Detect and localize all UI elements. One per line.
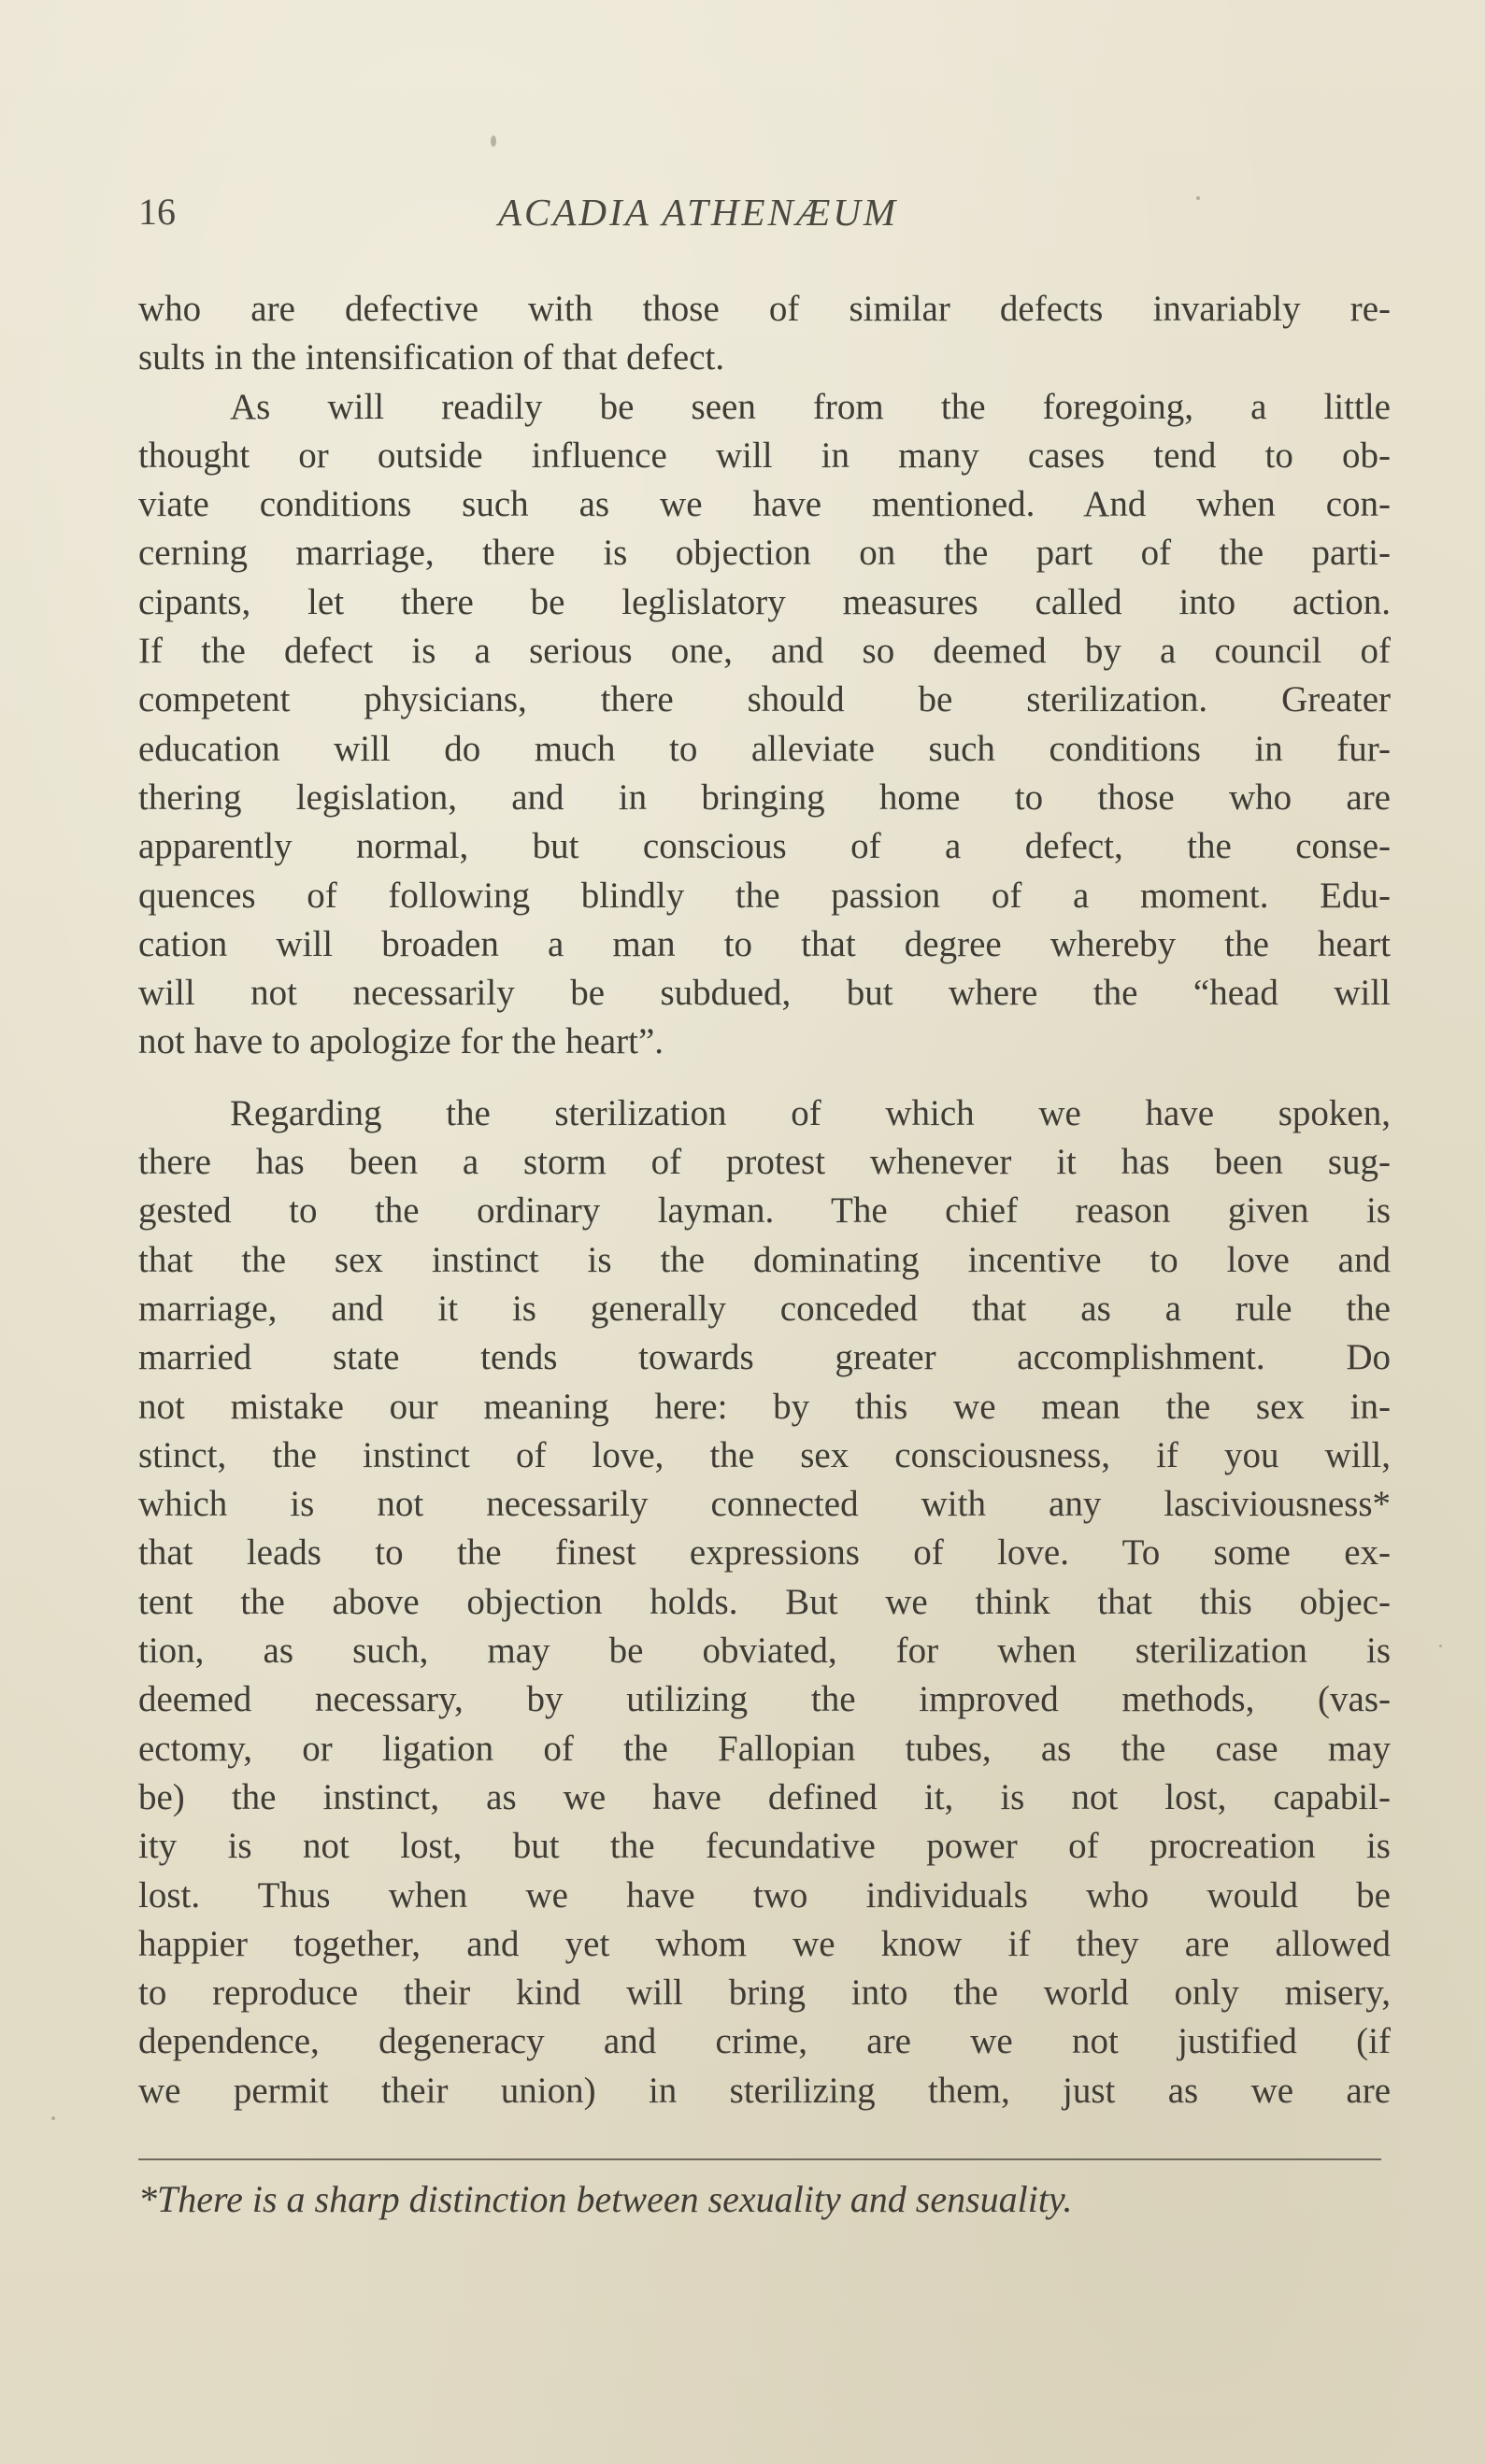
text-line: As will readily be seen from the foregoing, a little (230, 386, 1391, 427)
footnote: *There is a sharp distinction between sexuality and sensuality. (138, 2178, 1073, 2220)
paper-speck (51, 2116, 55, 2120)
text-line: competent physicians, there should be sterilization. Greater (138, 679, 1391, 720)
running-head: ACADIA ATHENÆUM (498, 191, 899, 234)
text-line: tent the above objection holds. But we think that this objec- (138, 1581, 1391, 1622)
text-line: married state tends towards greater accomplishment. Do (138, 1337, 1391, 1378)
text-line: ectomy, or ligation of the Fallopian tubes, as the case may (138, 1728, 1391, 1769)
text-line: there has been a storm of protest whenever it has been sug- (138, 1142, 1391, 1183)
text-line: we permit their union) in sterilizing them, just as we are (138, 2070, 1391, 2111)
paper-speck (491, 135, 496, 147)
text-line: sults in the intensification of that defect. (138, 337, 725, 378)
text-line: deemed necessary, by utilizing the improved methods, (vas- (138, 1679, 1391, 1720)
text-line: viate conditions such as we have mentioned. And when con- (138, 484, 1391, 525)
text-line: tion, as such, may be obviated, for when sterilization is (138, 1631, 1391, 1672)
page-number: 16 (138, 191, 176, 233)
text-line: apparently normal, but conscious of a defect, the conse- (138, 826, 1391, 867)
text-line: quences of following blindly the passion of a moment. Edu- (138, 875, 1391, 916)
text-line: will not necessarily be subdued, but where the “head will (138, 973, 1391, 1014)
text-line: cipants, let there be leglislatory measures called into action. (138, 581, 1391, 622)
text-line: not have to apologize for the heart”. (138, 1021, 664, 1062)
page-header (138, 190, 1391, 246)
text-line: which is not necessarily connected with any lasciviousness* (138, 1484, 1391, 1525)
paper-speck (1439, 1645, 1442, 1647)
text-line: who are defective with those of similar defects invariably re- (138, 289, 1391, 329)
text-line: not mistake our meaning here: by this we mean the sex in- (138, 1386, 1391, 1427)
text-line: thought or outside influence will in many cases tend to ob- (138, 434, 1391, 476)
body-text (138, 285, 1391, 2115)
text-line: education will do much to alleviate such conditions in fur- (138, 728, 1391, 769)
text-line: Regarding the sterilization of which we have spoken, (230, 1092, 1391, 1133)
text-line: dependence, degeneracy and crime, are we not justified (if (138, 2021, 1391, 2062)
text-line: marriage, and it is generally conceded that as a rule the (138, 1288, 1391, 1329)
text-line: that the sex instinct is the dominating incentive to love and (138, 1239, 1391, 1280)
text-line: be) the instinct, as we have defined it, is not lost, capabil- (138, 1776, 1391, 1817)
paragraph-3 (138, 1090, 1391, 2115)
text-line: thering legislation, and in bringing home to those who are (138, 776, 1391, 818)
text-line: lost. Thus when we have two individuals who would be (138, 1874, 1391, 1916)
paragraph-1 (138, 285, 1391, 383)
text-line: to reproduce their kind will bring into the world only misery, (138, 1973, 1391, 2014)
text-line: If the defect is a serious one, and so deemed by a council of (138, 631, 1391, 672)
text-line: stinct, the instinct of love, the sex consciousness, if you will, (138, 1434, 1391, 1475)
paragraph-spacer (138, 1067, 1391, 1090)
footnote-divider (138, 2158, 1381, 2160)
paragraph-2 (138, 383, 1391, 1067)
text-line: cerning marriage, there is objection on the part of the parti- (138, 533, 1391, 574)
text-line: cation will broaden a man to that degree whereby the heart (138, 923, 1391, 964)
text-line: that leads to the finest expressions of love. To some ex- (138, 1532, 1391, 1574)
text-line: happier together, and yet whom we know if they are allowed (138, 1923, 1391, 1964)
text-line: gested to the ordinary layman. The chief reason given is (138, 1190, 1391, 1232)
text-line: ity is not lost, but the fecundative power of procreation is (138, 1826, 1391, 1867)
